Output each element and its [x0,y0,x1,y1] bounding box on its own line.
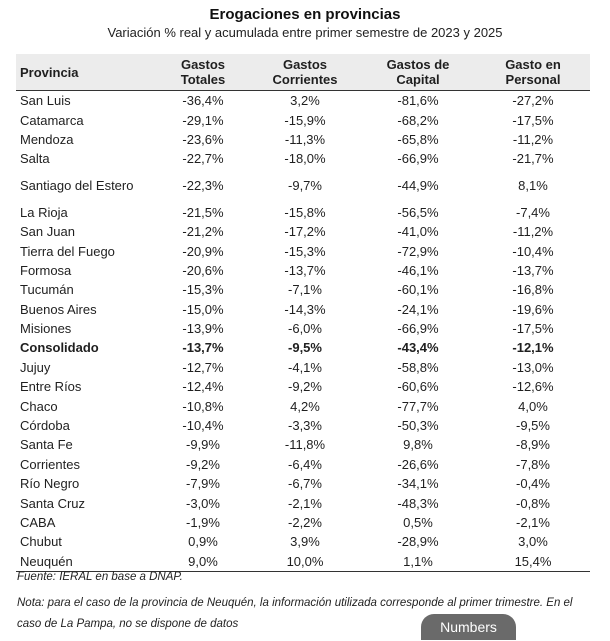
cell-gastos-capital: -56,5% [397,204,439,220]
cell-gastos-corrientes: -11,3% [284,131,326,147]
cell-provincia: CABA [20,515,56,530]
cell-gastos-corrientes: -4,1% [288,359,322,375]
cell-gastos-capital: -44,9% [397,178,439,194]
cell-gasto-personal: -12,1% [512,340,554,356]
cell-gastos-totales: -12,7% [182,359,224,375]
cell-gastos-totales: -21,5% [182,204,224,220]
cell-gastos-totales: -10,8% [182,398,224,414]
cell-gastos-totales: -12,4% [182,379,224,395]
cell-gastos-corrientes: -14,3% [284,301,326,317]
cell-gastos-capital: 9,8% [403,437,433,453]
cell-provincia: La Rioja [20,204,68,220]
cell-gastos-totales: -20,9% [182,243,224,259]
cell-gastos-capital: -50,3% [397,418,439,434]
table-row [16,377,590,396]
cell-gastos-totales: -22,3% [182,178,224,194]
table-row [16,474,590,493]
cell-provincia: San Luis [20,93,71,109]
cell-gastos-capital: -68,2% [397,112,439,128]
cell-provincia: Santa Fe [20,437,73,453]
cell-provincia: Salta [20,151,50,167]
table-row [16,261,590,280]
cell-gasto-personal: 15,4% [476,552,590,572]
cell-gastos-corrientes: 3,2% [290,93,320,109]
cell-gastos-totales: -23,6% [182,131,224,147]
cell-gastos-capital: -66,9% [397,321,439,337]
cell-gastos-capital: -58,8% [397,359,439,375]
cell-gastos-totales: -20,6% [182,262,224,278]
table-row [16,358,590,377]
cell-gastos-corrientes: 10,0% [250,552,360,572]
cell-gastos-corrientes: -15,3% [284,243,326,259]
table-row [16,338,590,357]
cell-provincia: Buenos Aires [20,301,97,317]
cell-gastos-capital: -26,6% [397,456,439,472]
cell-gastos-capital: 1,1% [360,552,476,572]
cell-gastos-capital: -65,8% [397,131,439,147]
table-row [16,300,590,319]
cell-gastos-capital: -28,9% [397,534,439,550]
cell-provincia: Córdoba [20,418,70,434]
cell-gasto-personal: -13,0% [512,359,554,375]
table-body [16,91,590,572]
table-row [16,396,590,415]
cell-gastos-corrientes: -3,3% [288,418,322,434]
cell-gasto-personal: -11,2% [512,131,554,147]
data-table [16,54,590,572]
cell-gastos-totales: -21,2% [182,224,224,240]
cell-provincia: Santa Cruz [20,495,86,511]
cell-gastos-corrientes: -6,7% [288,476,322,492]
table-row [16,493,590,512]
cell-gastos-totales: 9,0% [156,552,250,572]
cell-provincia: Jujuy [20,359,51,375]
cell-provincia: Río Negro [20,476,80,492]
cell-gastos-corrientes: -11,8% [284,437,326,453]
table-row [16,130,590,149]
table-row [16,91,590,111]
cell-gastos-corrientes: -13,7% [284,262,326,278]
cell-gastos-totales: -7,9% [186,476,220,492]
cell-gastos-totales: -15,0% [182,301,224,317]
cell-gastos-capital: -41,0% [397,224,439,240]
cell-gastos-totales: -36,4% [182,93,224,109]
table-row [16,532,590,551]
cell-gastos-totales: -29,1% [182,112,224,128]
table-row [16,552,590,572]
cell-gasto-personal: -0,4% [516,476,550,492]
cell-gasto-personal: -7,4% [516,204,550,220]
table-row [16,203,590,222]
table-row [16,513,590,532]
cell-gastos-totales: -9,9% [186,437,220,453]
cell-gastos-capital: -77,7% [397,398,439,414]
numbers-badge[interactable]: Numbers [421,614,516,640]
cell-gasto-personal: -7,8% [516,456,550,472]
column-header-provincia: Provincia [16,54,156,91]
cell-gastos-capital: -46,1% [397,262,439,278]
cell-gastos-corrientes: -7,1% [288,282,322,298]
cell-gastos-capital: -60,6% [397,379,439,395]
cell-gasto-personal: 8,1% [518,178,548,194]
cell-gasto-personal: -8,9% [516,437,550,453]
cell-gastos-totales: -15,3% [182,282,224,298]
cell-gastos-capital: -48,3% [397,495,439,511]
cell-gasto-personal: -17,5% [512,112,554,128]
cell-gastos-totales: -10,4% [182,418,224,434]
cell-gastos-corrientes: -15,9% [284,112,326,128]
cell-provincia: San Juan [20,224,75,240]
cell-gasto-personal: -21,7% [512,151,554,167]
table-row [16,149,590,168]
cell-gasto-personal: -16,8% [512,282,554,298]
table-row [16,110,590,129]
cell-provincia: Chubut [20,534,62,550]
cell-gasto-personal: 3,0% [518,534,548,550]
cell-gasto-personal: -19,6% [512,301,554,317]
column-header-gastos-capital: Gastos de Capital [360,54,476,91]
cell-gastos-corrientes: -9,7% [288,178,322,194]
cell-gastos-totales: -13,9% [182,321,224,337]
cell-gastos-corrientes: -6,4% [288,456,322,472]
cell-gasto-personal: -9,5% [516,418,550,434]
cell-provincia: Corrientes [20,456,80,472]
cell-gastos-capital: -34,1% [397,476,439,492]
table-title: Erogaciones en provincias [209,6,401,23]
cell-gasto-personal: -12,6% [512,379,554,395]
cell-provincia: Mendoza [20,131,74,147]
cell-gasto-personal: -27,2% [512,93,554,109]
cell-gastos-capital: -72,9% [397,243,439,259]
cell-gasto-personal: -10,4% [512,243,554,259]
table-row [16,169,590,203]
column-header-gasto-personal: Gasto en Personal [476,54,590,91]
column-header-gastos-totales: Gastos Totales [156,54,250,91]
table-row [16,319,590,338]
cell-gastos-corrientes: -9,5% [288,340,322,356]
cell-provincia: Chaco [20,398,58,414]
table-row [16,222,590,241]
cell-gastos-corrientes: -17,2% [284,224,326,240]
table-subtitle: Variación % real y acumulada entre primer semestre de 2023 y 2025 [107,25,503,40]
cell-gasto-personal: -17,5% [512,321,554,337]
cell-gastos-corrientes: -2,1% [288,495,322,511]
table-row [16,280,590,299]
cell-provincia: Catamarca [20,112,84,128]
cell-gasto-personal: -0,8% [516,495,550,511]
table-header-row [16,54,590,91]
cell-gastos-corrientes: -2,2% [288,515,322,530]
cell-gastos-corrientes: 4,2% [290,398,320,414]
cell-provincia: Entre Ríos [20,379,82,395]
cell-gastos-totales: 0,9% [188,534,218,550]
cell-gastos-totales: -13,7% [182,340,224,356]
cell-gastos-totales: -9,2% [186,456,220,472]
cell-gastos-corrientes: -6,0% [288,321,322,337]
cell-provincia: Neuquén [16,552,156,572]
cell-gastos-corrientes: -9,2% [288,379,322,395]
cell-provincia: Tucumán [20,282,74,298]
cell-provincia: Tierra del Fuego [20,243,115,259]
table-row [16,416,590,435]
table-row [16,455,590,474]
cell-gasto-personal: -13,7% [512,262,554,278]
cell-gastos-capital: -66,9% [397,151,439,167]
cell-gastos-totales: -22,7% [182,151,224,167]
column-header-gastos-corrientes: Gastos Corrientes [250,54,360,91]
source-note: Fuente: IERAL en base a DNAP. [17,571,183,583]
cell-provincia: Misiones [20,321,72,337]
cell-gastos-corrientes: 3,9% [290,534,320,550]
footnote: Nota: para el caso de la provincia de Neuquén, la información utilizada corresponde al primer trimestre. En el caso de La Pampa, no se dispone de datos [17,597,573,630]
table-row [16,435,590,454]
cell-gastos-capital: -43,4% [397,340,439,356]
cell-gastos-capital: -24,1% [397,301,439,317]
cell-gastos-capital: 0,5% [403,515,433,530]
cell-provincia: Santiago del Estero [20,178,134,194]
cell-gastos-capital: -60,1% [397,282,439,298]
cell-gasto-personal: -2,1% [516,515,550,530]
cell-gastos-totales: -3,0% [186,495,220,511]
cell-provincia: Consolidado [20,340,99,356]
cell-gastos-corrientes: -15,8% [284,204,326,220]
cell-gasto-personal: 4,0% [518,398,548,414]
cell-gasto-personal: -11,2% [512,224,554,240]
table-container [16,54,590,572]
cell-provincia: Formosa [20,262,72,278]
cell-gastos-capital: -81,6% [397,93,439,109]
cell-gastos-corrientes: -18,0% [284,151,326,167]
table-row [16,241,590,260]
cell-gastos-totales: -1,9% [186,515,220,530]
